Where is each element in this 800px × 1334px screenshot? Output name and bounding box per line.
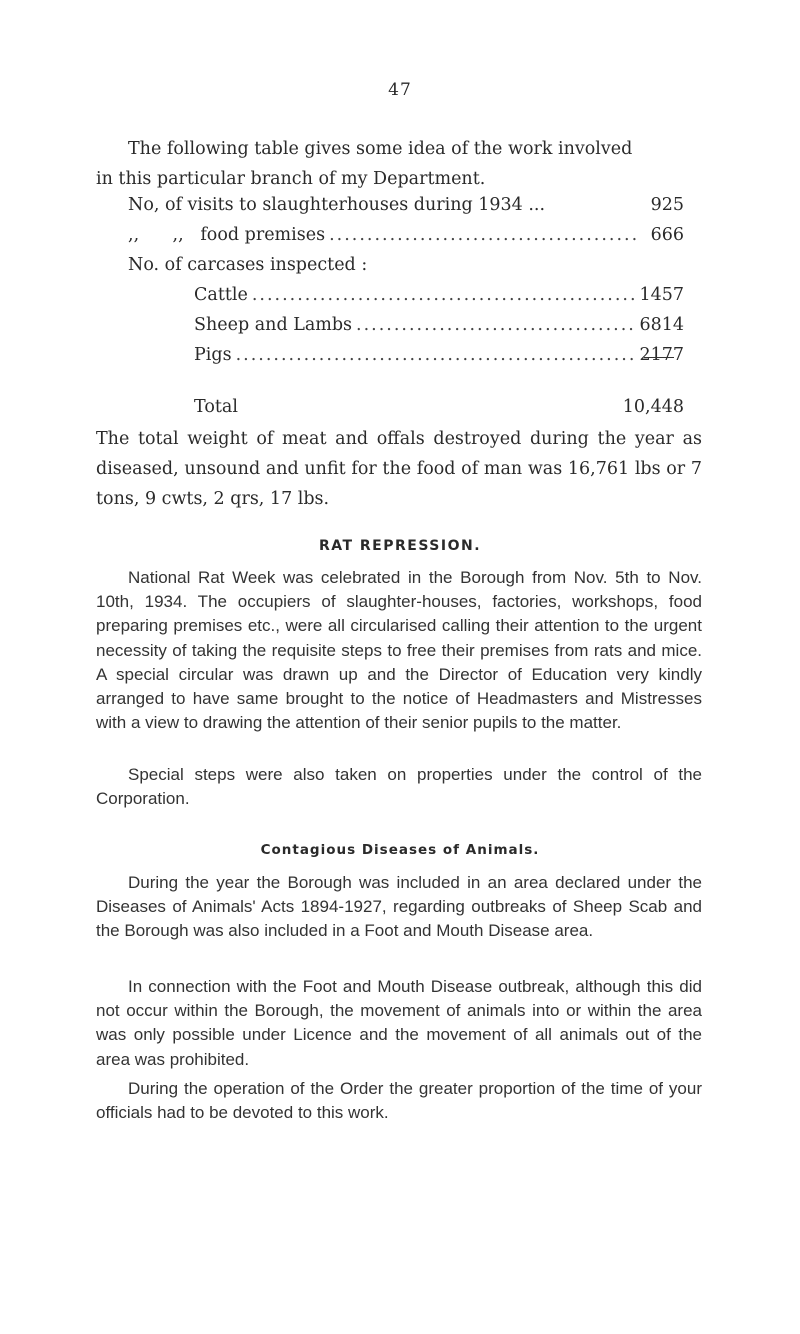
sheep-label: Sheep and Lambs — [194, 315, 353, 335]
contagious-heading: Contagious Diseases of Animals. — [260, 842, 540, 858]
visits-food-premises-label: ,, ,, food premises — [128, 225, 326, 245]
visits-slaughterhouses-row — [128, 190, 684, 220]
carcases-heading: No. of carcases inspected : — [128, 255, 368, 275]
intro-line-2: in this particular branch of my Department. — [96, 169, 486, 189]
leader-dots — [356, 310, 635, 340]
intro-paragraph — [96, 134, 703, 194]
contagious-paragraph-2: In connection with the Foot and Mouth Disease outbreak, although this did not occur within the Borough, the movement of animals into or within the area was only possible under Licence and the movement of all animals out of the area was prohibited. — [96, 977, 702, 1069]
leader-dots — [252, 280, 636, 310]
rat-paragraph-2: Special steps were also taken on properties under the control of the Corporation. — [96, 765, 702, 809]
total-rule — [644, 357, 674, 358]
pigs-label: Pigs — [194, 345, 232, 365]
visits-food-premises-value: 666 — [650, 225, 684, 245]
total-value: 10,448 — [622, 397, 684, 417]
pigs-value: 2177 — [639, 345, 684, 365]
rat-repression-heading: RAT REPRESSION. — [318, 538, 482, 554]
total-label: Total — [194, 397, 238, 417]
rat-paragraph-1: National Rat Week was celebrated in the Borough from Nov. 5th to Nov. 10th, 1934. The occupiers of slaughter-houses, factories, workshops, food preparing premises etc., were all circularised calling their attention to the urgent necessity of taking the requisite steps to free their premises from rats and mice. A special circular was drawn up and the Director of Education very kindly arranged to have same brought to the notice of Headmasters and Mistresses with a view to drawing the attention of their senior pupils to the matter. — [96, 568, 702, 733]
cattle-label: Cattle — [194, 285, 248, 305]
leader-dots — [236, 340, 636, 370]
visits-slaughterhouses-value: 925 — [650, 195, 684, 215]
weight-text: The total weight of meat and offals destroyed during the year as diseased, unsound and unfit for the food of man was 16,761 lbs or 7 tons, 9 cwts, 2 qrs, 17 lbs. — [96, 429, 702, 509]
intro-line-1: The following table gives some idea of the work involved — [128, 139, 633, 159]
page-number: 47 — [388, 80, 412, 100]
pigs-row — [194, 340, 684, 370]
carcases-heading-row — [128, 250, 684, 280]
cattle-row — [194, 280, 684, 310]
contagious-paragraph-1: During the year the Borough was included in an area declared under the Diseases of Animals' Acts 1894-1927, regarding outbreaks of Sheep Scab and the Borough was also included in a Foot and Mouth Disease area. — [96, 873, 702, 941]
visits-food-premises-row — [128, 220, 684, 250]
visits-slaughterhouses-label: No, of visits to slaughterhouses during 1934 ... — [128, 195, 546, 215]
sheep-row — [194, 310, 684, 340]
sheep-value: 6814 — [639, 315, 684, 335]
contagious-paragraph-3: During the operation of the Order the greater proportion of the time of your officials had to be devoted to this work. — [96, 1079, 702, 1123]
weight-paragraph — [96, 424, 702, 514]
leader-dots — [329, 220, 640, 250]
cattle-value: 1457 — [639, 285, 684, 305]
